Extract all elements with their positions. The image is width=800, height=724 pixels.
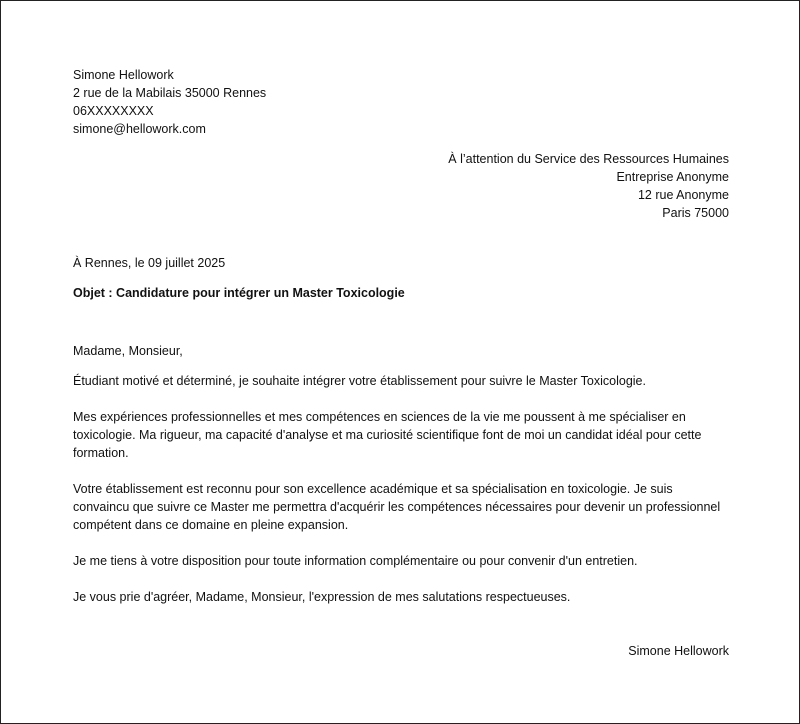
body-paragraph: Étudiant motivé et déterminé, je souhaite intégrer votre établissement pour suivre le Master Toxicologie. (73, 374, 646, 388)
sender-email: simone@hellowork.com (73, 122, 206, 136)
body-paragraph: Mes expériences professionnelles et mes compétences en sciences de la vie me poussent à me spécialiser en toxicologie. Ma rigueur, ma capacité d'analyse et ma curiosité scientifique font de moi un candidat idéal pour cette formation. (73, 410, 702, 460)
recipient-block (73, 150, 729, 222)
sender-address: 2 rue de la Mabilais 35000 Rennes (73, 86, 267, 100)
recipient-street: 12 rue Anonyme (637, 188, 729, 202)
body-paragraph: Votre établissement est reconnu pour son excellence académique et sa spécialisation en toxicologie. Je suis convaincu que suivre ce Master me permettra d'acquérir les compétences nécessaires pour devenir un professionnel compétent dans ce domaine en pleine expansion. (73, 482, 721, 532)
sender-phone: 06XXXXXXXX (73, 104, 154, 118)
sender-block (73, 66, 729, 138)
recipient-city: Paris 75000 (662, 206, 729, 220)
greeting: Madame, Monsieur, (73, 344, 183, 358)
date-line: À Rennes, le 09 juillet 2025 (73, 256, 226, 270)
signature: Simone Hellowork (628, 644, 729, 658)
body-paragraph: Je me tiens à votre disposition pour toute information complémentaire ou pour convenir d'un entretien. (73, 554, 638, 568)
recipient-company: Entreprise Anonyme (616, 170, 729, 184)
subject-line: Objet : Candidature pour intégrer un Master Toxicologie (73, 286, 405, 300)
recipient-attention: À l’attention du Service des Ressources Humaines (448, 152, 729, 166)
closing-paragraph: Je vous prie d'agréer, Madame, Monsieur, l'expression de mes salutations respectueuses. (73, 590, 571, 604)
sender-name: Simone Hellowork (73, 68, 174, 82)
